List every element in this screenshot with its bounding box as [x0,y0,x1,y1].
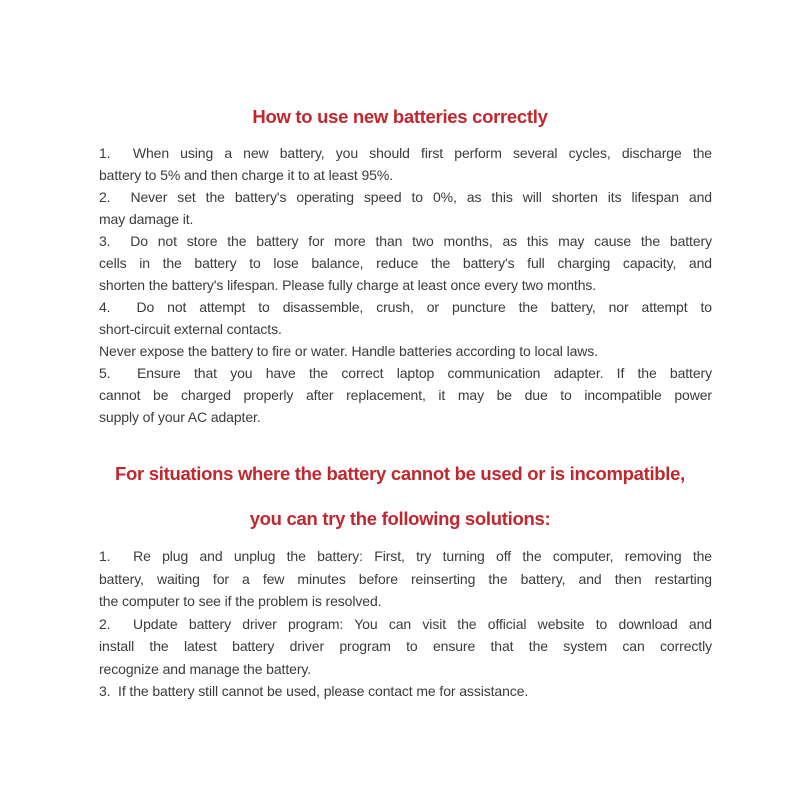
text-line: 3. If the battery still cannot be used, please contact me for assistance. [99,683,529,699]
text-line: 3. Do not store the battery for more than two months, as this may cause the battery [99,233,712,249]
text-line: the computer to see if the problem is resolved. [99,593,382,609]
text-line: 1. When using a new battery, you should first perform several cycles, discharge the [99,145,712,161]
text-line: cells in the battery to lose balance, reduce the battery's full charging capacity, and [99,255,712,271]
text-line: short-circuit external contacts. [99,321,282,337]
section-heading-battery-usage: How to use new batteries correctly [252,106,548,127]
text-line: install the latest battery driver program to ensure that the system can correctly [99,638,712,654]
text-line: 2. Never set the battery's operating speed to 0%, as this will shorten its lifespan and [99,189,712,205]
section-heading-troubleshooting-line2: you can try the following solutions: [249,508,551,529]
text-line: cannot be charged properly after replacement, it may be due to incompatible power [99,387,712,403]
text-line: Never expose the battery to fire or water. Handle batteries according to local laws. [99,343,598,359]
troubleshooting-solutions [99,545,712,703]
text-line: may damage it. [99,211,194,227]
text-line: 1. Re plug and unplug the battery: First, try turning off the computer, removing the [99,548,712,564]
text-line: 5. Ensure that you have the correct laptop communication adapter. If the battery [99,365,712,381]
text-line: supply of your AC adapter. [99,409,261,425]
text-line: recognize and manage the battery. [99,660,312,677]
section-heading-troubleshooting-line1: For situations where the battery cannot be used or is incompatible, [115,463,685,484]
text-line: battery, waiting for a few minutes before reinserting the battery, and then restarting [99,570,712,587]
battery-usage-instructions [99,142,712,428]
text-line: 4. Do not attempt to disassemble, crush, or puncture the battery, nor attempt to [99,299,712,315]
text-line: 2. Update battery driver program: You can visit the official website to download and [99,615,712,632]
text-line: shorten the battery's lifespan. Please fully charge at least once every two months. [99,277,597,293]
text-line: battery to 5% and then charge it to at least 95%. [99,167,393,183]
